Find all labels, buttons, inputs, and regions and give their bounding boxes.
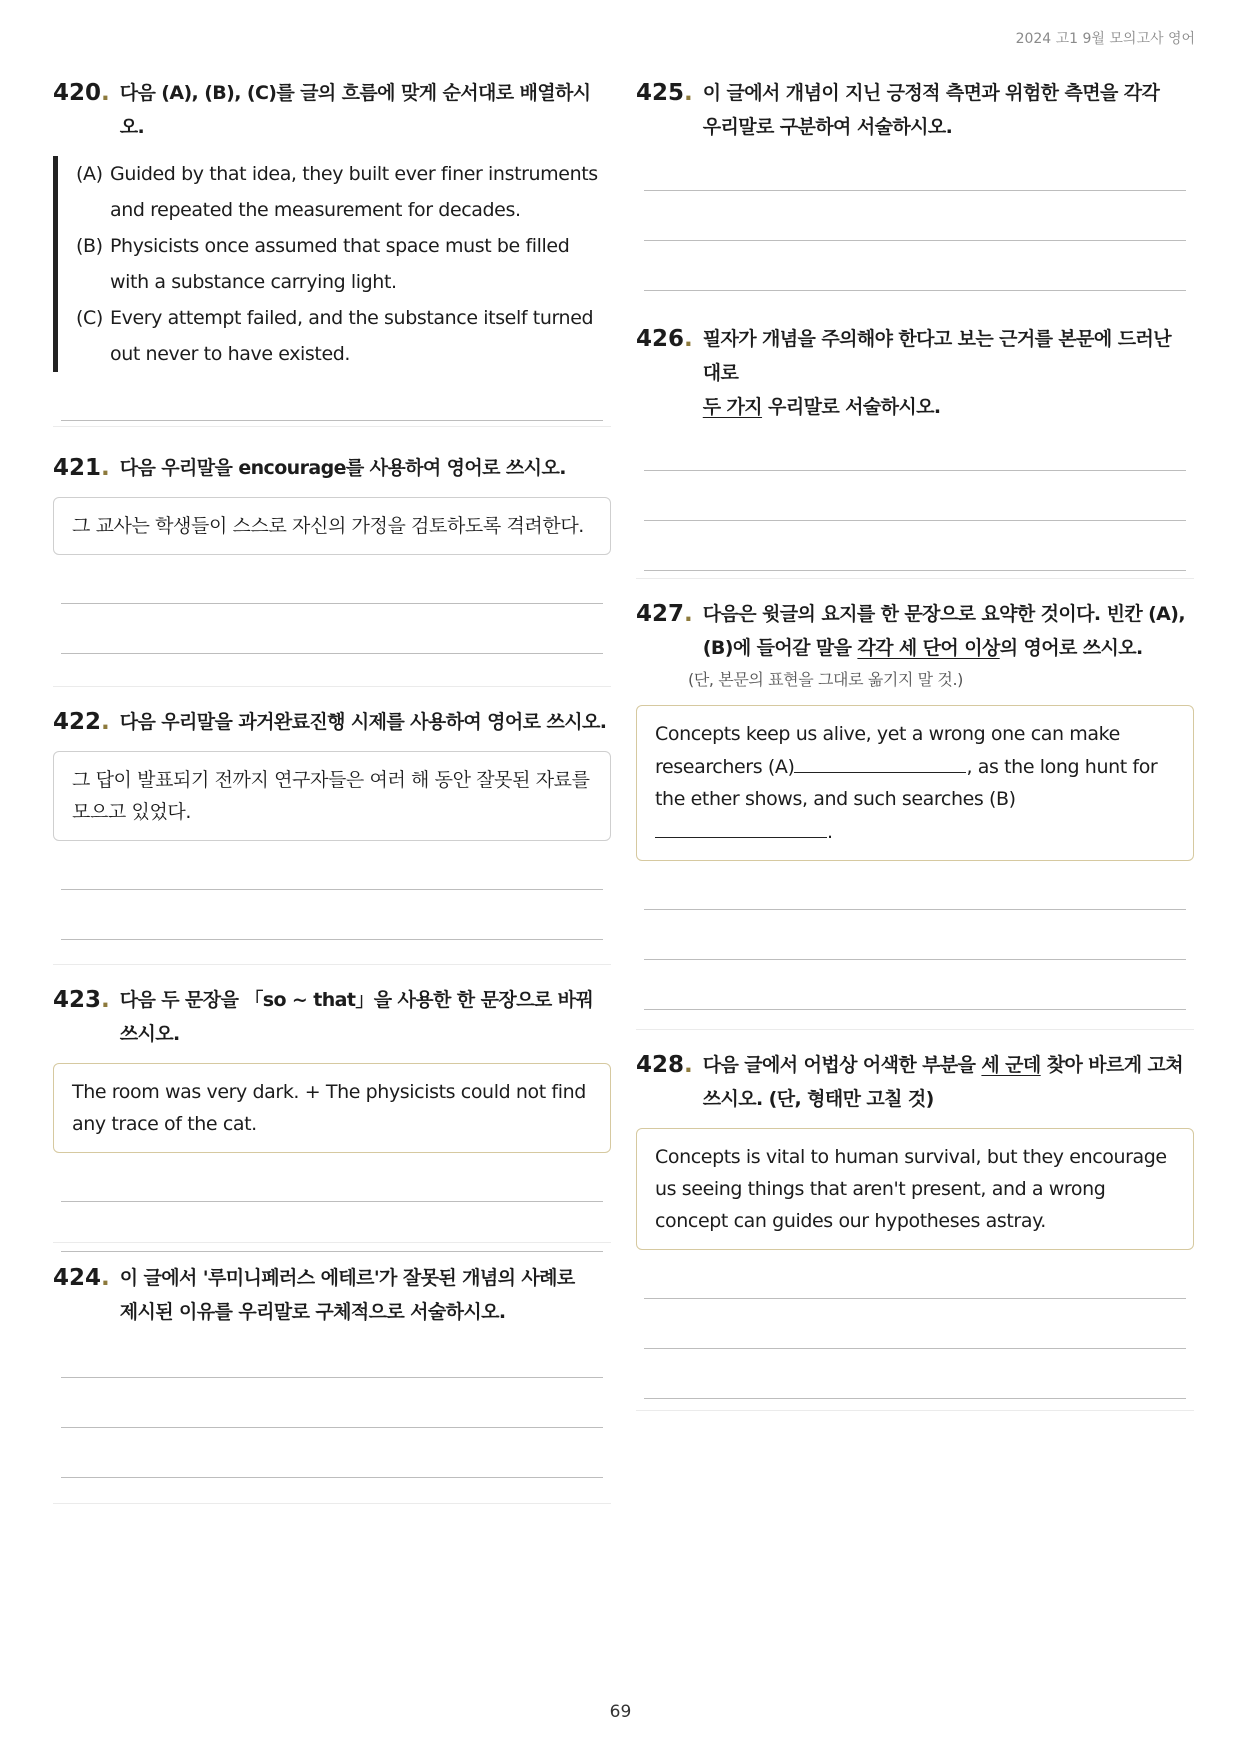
exam-title: 2024 고1 9월 모의고사 영어: [1015, 31, 1195, 47]
answer-line[interactable]: [644, 1348, 1186, 1349]
answer-line[interactable]: [644, 1398, 1186, 1399]
blank-b[interactable]: [655, 815, 827, 838]
answer-line[interactable]: [644, 909, 1186, 910]
ordering-item-b: (B) Physicists once assumed that space must be filled with a substance carrying light.: [76, 235, 570, 293]
question-prompt: 다음 두 문장을 「so ~ that」을 사용한 한 문장으로 바꿔 쓰시오.: [119, 989, 594, 1045]
ordering-item-a: (A) Guided by that idea, they built ever finer instruments and repeated the measurement for decades.: [76, 163, 598, 221]
answer-line[interactable]: [61, 653, 603, 654]
question-421: [53, 439, 611, 687]
answer-line[interactable]: [644, 190, 1186, 191]
blank-a[interactable]: [794, 750, 966, 773]
right-column: [636, 76, 1194, 1411]
answer-line[interactable]: [644, 959, 1186, 960]
question-427: [636, 579, 1194, 1030]
page-number: 69: [609, 1702, 632, 1722]
answer-line[interactable]: [61, 1201, 603, 1202]
ordering-passage: [53, 156, 611, 372]
answer-line[interactable]: [644, 520, 1186, 521]
question-number: 421.: [53, 455, 110, 481]
question-number: 428.: [636, 1052, 693, 1078]
question-prompt: 다음 우리말을 encourage를 사용하여 영어로 쓰시오.: [119, 457, 566, 479]
question-prompt: 필자가 개념을 주의해야 한다고 보는 근거를 본문에 드러난 대로 두 가지 우리말로 서술하시오.: [702, 328, 1171, 418]
question-420: [53, 76, 611, 427]
question-428: [636, 1030, 1194, 1411]
question-prompt: 다음 우리말을 과거완료진행 시제를 사용하여 영어로 쓰시오.: [119, 711, 607, 733]
question-prompt: 다음은 윗글의 요지를 한 문장으로 요약한 것이다. 빈칸 (A), (B)에 들어갈 말을 각각 세 단어 이상의 영어로 쓰시오.: [702, 603, 1185, 659]
answer-line[interactable]: [644, 470, 1186, 471]
ordering-item-c: (C) Every attempt failed, and the substance itself turned out never to have existed.: [76, 307, 594, 365]
question-423: [53, 965, 611, 1243]
answer-line[interactable]: [61, 420, 603, 421]
question-424: [53, 1243, 611, 1504]
answer-line[interactable]: [61, 603, 603, 604]
korean-sentence-box: 그 교사는 학생들이 스스로 자신의 가정을 검토하도록 격려한다.: [53, 497, 611, 555]
question-number: 423.: [53, 987, 110, 1013]
answer-line[interactable]: [61, 1477, 603, 1478]
left-column: [53, 76, 611, 1504]
answer-line[interactable]: [61, 889, 603, 890]
answer-line[interactable]: [61, 1427, 603, 1428]
korean-sentence-box: 그 답이 발표되기 전까지 연구자들은 여러 해 동안 잘못된 자료를 모으고 있었다.: [53, 751, 611, 841]
answer-line[interactable]: [644, 290, 1186, 291]
answer-line[interactable]: [644, 1009, 1186, 1010]
question-note: (단, 본문의 표현을 그대로 옮기지 말 것.): [688, 670, 964, 689]
question-number: 424.: [53, 1265, 110, 1291]
question-prompt: 이 글에서 '루미니페러스 에테르'가 잘못된 개념의 사례로 제시된 이유를 우리말로 구체적으로 서술하시오.: [119, 1267, 575, 1323]
question-number: 420.: [53, 80, 110, 106]
question-prompt: 이 글에서 개념이 지닌 긍정적 측면과 위험한 측면을 각각 우리말로 구분하여 서술하시오.: [702, 82, 1160, 138]
question-prompt: 다음 (A), (B), (C)를 글의 흐름에 맞게 순서대로 배열하시오.: [119, 82, 591, 138]
answer-line[interactable]: [644, 1298, 1186, 1299]
answer-line[interactable]: [644, 570, 1186, 571]
question-number: 426.: [636, 326, 693, 352]
summary-box: Concepts keep us alive, yet a wrong one can make researchers (A) , as the long hunt for the ether shows, and such searches (B) .: [636, 705, 1194, 861]
question-426: [636, 322, 1194, 579]
sentence-box: The room was very dark. + The physicists could not find any trace of the cat.: [53, 1063, 611, 1153]
answer-line[interactable]: [61, 939, 603, 940]
question-422: [53, 687, 611, 965]
question-number: 425.: [636, 80, 693, 106]
answer-line[interactable]: [644, 240, 1186, 241]
question-425: [636, 76, 1194, 322]
question-number: 422.: [53, 709, 110, 735]
question-number: 427.: [636, 601, 693, 627]
passage-box: Concepts is vital to human survival, but they encourage us seeing things that aren't present, and a wrong concept can guides our hypotheses astray.: [636, 1128, 1194, 1250]
question-prompt: 다음 글에서 어법상 어색한 부분을 세 군데 찾아 바르게 고쳐 쓰시오. (단, 형태만 고칠 것): [702, 1054, 1184, 1110]
answer-line[interactable]: [61, 1377, 603, 1378]
